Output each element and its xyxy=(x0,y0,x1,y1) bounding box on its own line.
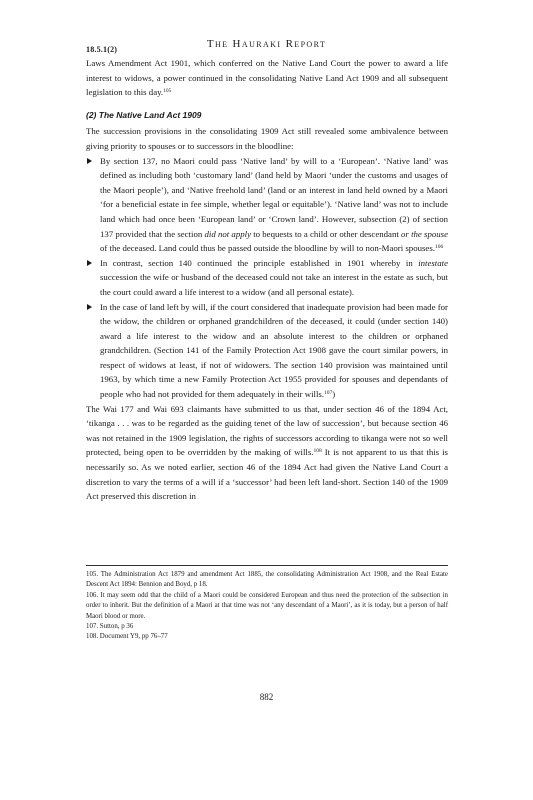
intro-paragraph: Laws Amendment Act 1901, which conferred on the Native Land Court the power to award a life interest to widows, a power continued in the consolidating Native Land Act 1909 and all subsequent legislation to this day.$^{105}$ xyxy=(86,58,448,98)
footnote-ref[interactable]: 106 xyxy=(434,244,444,251)
footnote-ref[interactable]: 105 xyxy=(163,88,172,95)
footnote: 107. Sutton, p 36 xyxy=(86,623,134,631)
footnote-ref[interactable]: 107 xyxy=(324,390,333,397)
footnotes xyxy=(86,565,448,643)
section-number: 18.5.1(2) xyxy=(86,45,118,54)
triangle-bullet-icon xyxy=(87,304,92,310)
footnote-ref[interactable]: 108 xyxy=(313,448,322,455)
bullet-item: By section 137, no Maori could pass ‘Native land’ by will to a ‘European’. ‘Native land’ was defined as including both ‘customary land’ (land held by Maori ‘under the customs and usages of the Maori people’), and ‘Native freehold land’ (land or an interest in land held owned by a Maori ‘for a beneficial estate in fee simple, whether legal or equitable’). ‘Native land’ was not to include land which had once been ‘European land’ or ‘Crown land’. However, subsection (2) of section 137 provided that the section did not apply to bequests to a child or other descendant or the spouse of the deceased. Land could thus be passed outside the bloodline by will to non-Maori spouses.$^{106}$ xyxy=(86,154,448,256)
bullet-item: In contrast, section 140 continued the principle established in 1901 whereby in intestate succession the wife or husband of the deceased could not take an interest in the estate as such, but the court could award a life interest to a widow (and all personal estate). xyxy=(86,256,448,300)
closing-paragraph: The Wai 177 and Wai 693 claimants have submitted to us that, under section 46 of the 1894 Act, ‘tikanga . . . was to be regarded as the guiding tenet of the law of succession’, but because section 46 was not retained in the 1909 legislation, the rights of successors according to tikanga were not so well protected, being open to be overridden by the making of wills.$^{108}$ It is not apparent to us that this is necessarily so. As we noted earlier, section 46 of the 1894 Act had given the Native Land Court a discretion to vary the terms of a will if a ‘successor’ had been left land-short. Section 140 of the 1909 Act preserved this discretion in xyxy=(86,403,448,502)
running-head: The Hauraki Report xyxy=(206,38,327,50)
bullet-list xyxy=(86,154,448,402)
triangle-bullet-icon xyxy=(87,158,92,164)
footnote: 106. It may seem odd that the child of a Maori could be considered European and thus need the protection of the subsection in order to inherit. But the definition of a Maori at that time was not ‘any descendant of a Maori’, as it is today, but a person of half Maori blood or more. xyxy=(86,591,448,620)
lead-paragraph: The succession provisions in the consolidating 1909 Act still revealed some ambivalence between giving priority to spouses or to successors in the bloodline: xyxy=(86,126,448,151)
footnote: 105. The Administration Act 1879 and amendment Act 1885, the consolidating Administration Act 1908, and the Real Estate Descent Act 1894: Bennion and Boyd, p 18. xyxy=(86,571,448,589)
triangle-bullet-icon xyxy=(87,260,92,266)
footnote: 108. Document Y9, pp 76–77 xyxy=(86,633,168,641)
page-number: 882 xyxy=(259,692,274,702)
bullet-item: In the case of land left by will, if the court considered that inadequate provision had been made for the widow, the children or orphaned grandchildren of the deceased, it could (under section 140) award a life interest to the widow and an absolute interest to the children or orphaned grandchildren. (Section 141 of the Family Protection Act 1908 gave the court similar powers, in respect of widows at least, if not of widowers. The section 140 provision was maintained until 1963, by which time a new Family Protection Act 1955 provided for spouses and dependants of people who had not provided for them adequately in their wills.$^{107}$) xyxy=(86,300,448,402)
body-text xyxy=(86,56,448,504)
subheading: (2) The Native Land Act 1909 xyxy=(86,109,202,120)
